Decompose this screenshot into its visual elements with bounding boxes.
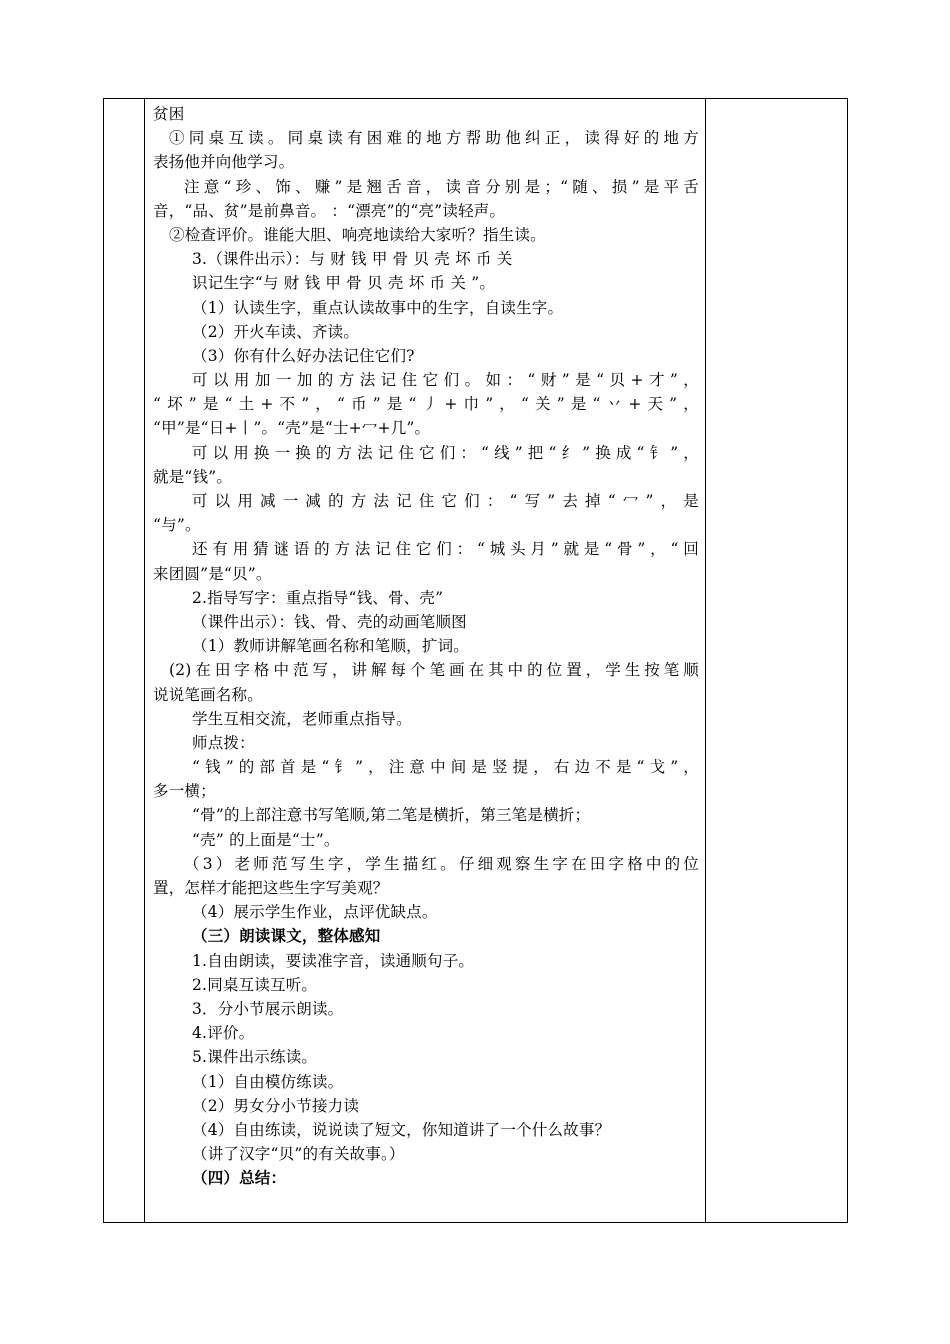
text-line: 5.课件出示练读。	[192, 1048, 318, 1067]
text-line: 说说笔画名称。	[153, 685, 263, 704]
text-line: “坏”是“土+不”，“币”是“丿+巾”，“关”是“丷+天”，	[153, 395, 699, 414]
text-line: （4）展示学生作业，点评优缺点。	[192, 903, 438, 922]
text-line: ①同桌互读。同桌读有困难的地方帮助他纠正，读得好的地方	[169, 129, 699, 148]
text-line: 还有用猜谜语的方法记住它们：“城头月”就是“骨”，“回	[192, 540, 699, 559]
text-line: （3）老师范写生字，学生描红。仔细观察生字在田字格中的位	[184, 854, 699, 873]
text-line: 3．分小节展示朗读。	[192, 999, 344, 1018]
text-line: “与”。	[153, 516, 201, 535]
text-line: （2）男女分小节接力读	[192, 1096, 360, 1115]
text-line: (2)在田字格中范写，讲解每个笔画在其中的位置，学生按笔顺	[169, 661, 699, 680]
text-line: （1）教师讲解笔画名称和笔顺，扩词。	[192, 637, 469, 656]
text-line: “甲”是“日+丨”。“壳”是“士+冖+几”。	[153, 419, 431, 438]
text-line: 3.（课件出示）：与 财 钱 甲 骨 贝 壳 坏 币 关	[192, 250, 513, 269]
right-column	[705, 99, 847, 1222]
text-line: （1）认读生字，重点认读故事中的生字，自读生字。	[192, 298, 564, 317]
text-line: （课件出示）：钱、骨、壳的动画笔顺图	[192, 612, 467, 631]
lesson-content	[153, 102, 699, 1190]
text-line: ②检查评价。谁能大胆、响亮地读给大家听？指生读。	[169, 225, 546, 244]
text-line: 就是“钱”。	[153, 467, 233, 486]
section-heading: （四）总结：	[192, 1168, 287, 1188]
section-heading: （三）朗读课文，整体感知	[192, 926, 381, 946]
text-line: 置，怎样才能把这些生字写美观？	[153, 879, 389, 897]
text-line: 可以用换一换的方法记住它们：“线”把“纟”换成“钅”，	[192, 443, 699, 462]
left-column	[104, 99, 145, 1222]
text-line: 可以用减一减的方法记住它们：“写”去掉“冖”，是	[192, 492, 699, 510]
text-line: “壳” 的上面是“士”。	[192, 830, 340, 849]
text-line: （3）你有什么好办法记住它们?	[192, 346, 415, 365]
text-line: （讲了汉字“贝”的有关故事。）	[192, 1145, 405, 1164]
text-line: 可以用加一加的方法记住它们。如：“财”是“贝+才”，	[192, 371, 699, 390]
text-line: （2）开火车读、齐读。	[192, 322, 360, 341]
text-line: 多一横；	[153, 782, 216, 801]
text-line: 来团圆”是“贝”。	[153, 564, 272, 583]
text-line: “钱”的部首是“钅”，注意中间是竖提，右边不是“戈”，	[192, 758, 699, 777]
text-line: 1.自由朗读，要读准字音，读通顺句子。	[192, 951, 475, 970]
text-line: 识记生字“与 财 钱 甲 骨 贝 壳 坏 币 关 ”。	[192, 274, 496, 293]
text-line: 4.评价。	[192, 1024, 255, 1043]
text-line: 2.同桌互读互听。	[192, 975, 318, 994]
text-line: 2.指导写字：重点指导“钱、骨、壳”	[192, 588, 444, 607]
text-line: 师点拨：	[192, 733, 255, 752]
text-line: 表扬他并向他学习。	[153, 153, 295, 172]
text-line: 贫困	[153, 105, 185, 123]
text-line: 学生互相交流，老师重点指导。	[192, 709, 412, 728]
text-line: “骨”的上部注意书写笔顺,第二笔是横折，第三笔是横折；	[192, 806, 591, 825]
text-line: 音，“品、贫”是前鼻音。 ：“漂亮”的“亮”读轻声。	[153, 201, 506, 220]
text-line: （1）自由模仿练读。	[192, 1072, 344, 1091]
text-line: 注意“珍、饰、赚”是翘舌音，读音分别是；“随、损”是平舌	[184, 177, 699, 196]
text-line: （4）自由练读，说说读了短文，你知道讲了一个什么故事？	[192, 1120, 611, 1139]
